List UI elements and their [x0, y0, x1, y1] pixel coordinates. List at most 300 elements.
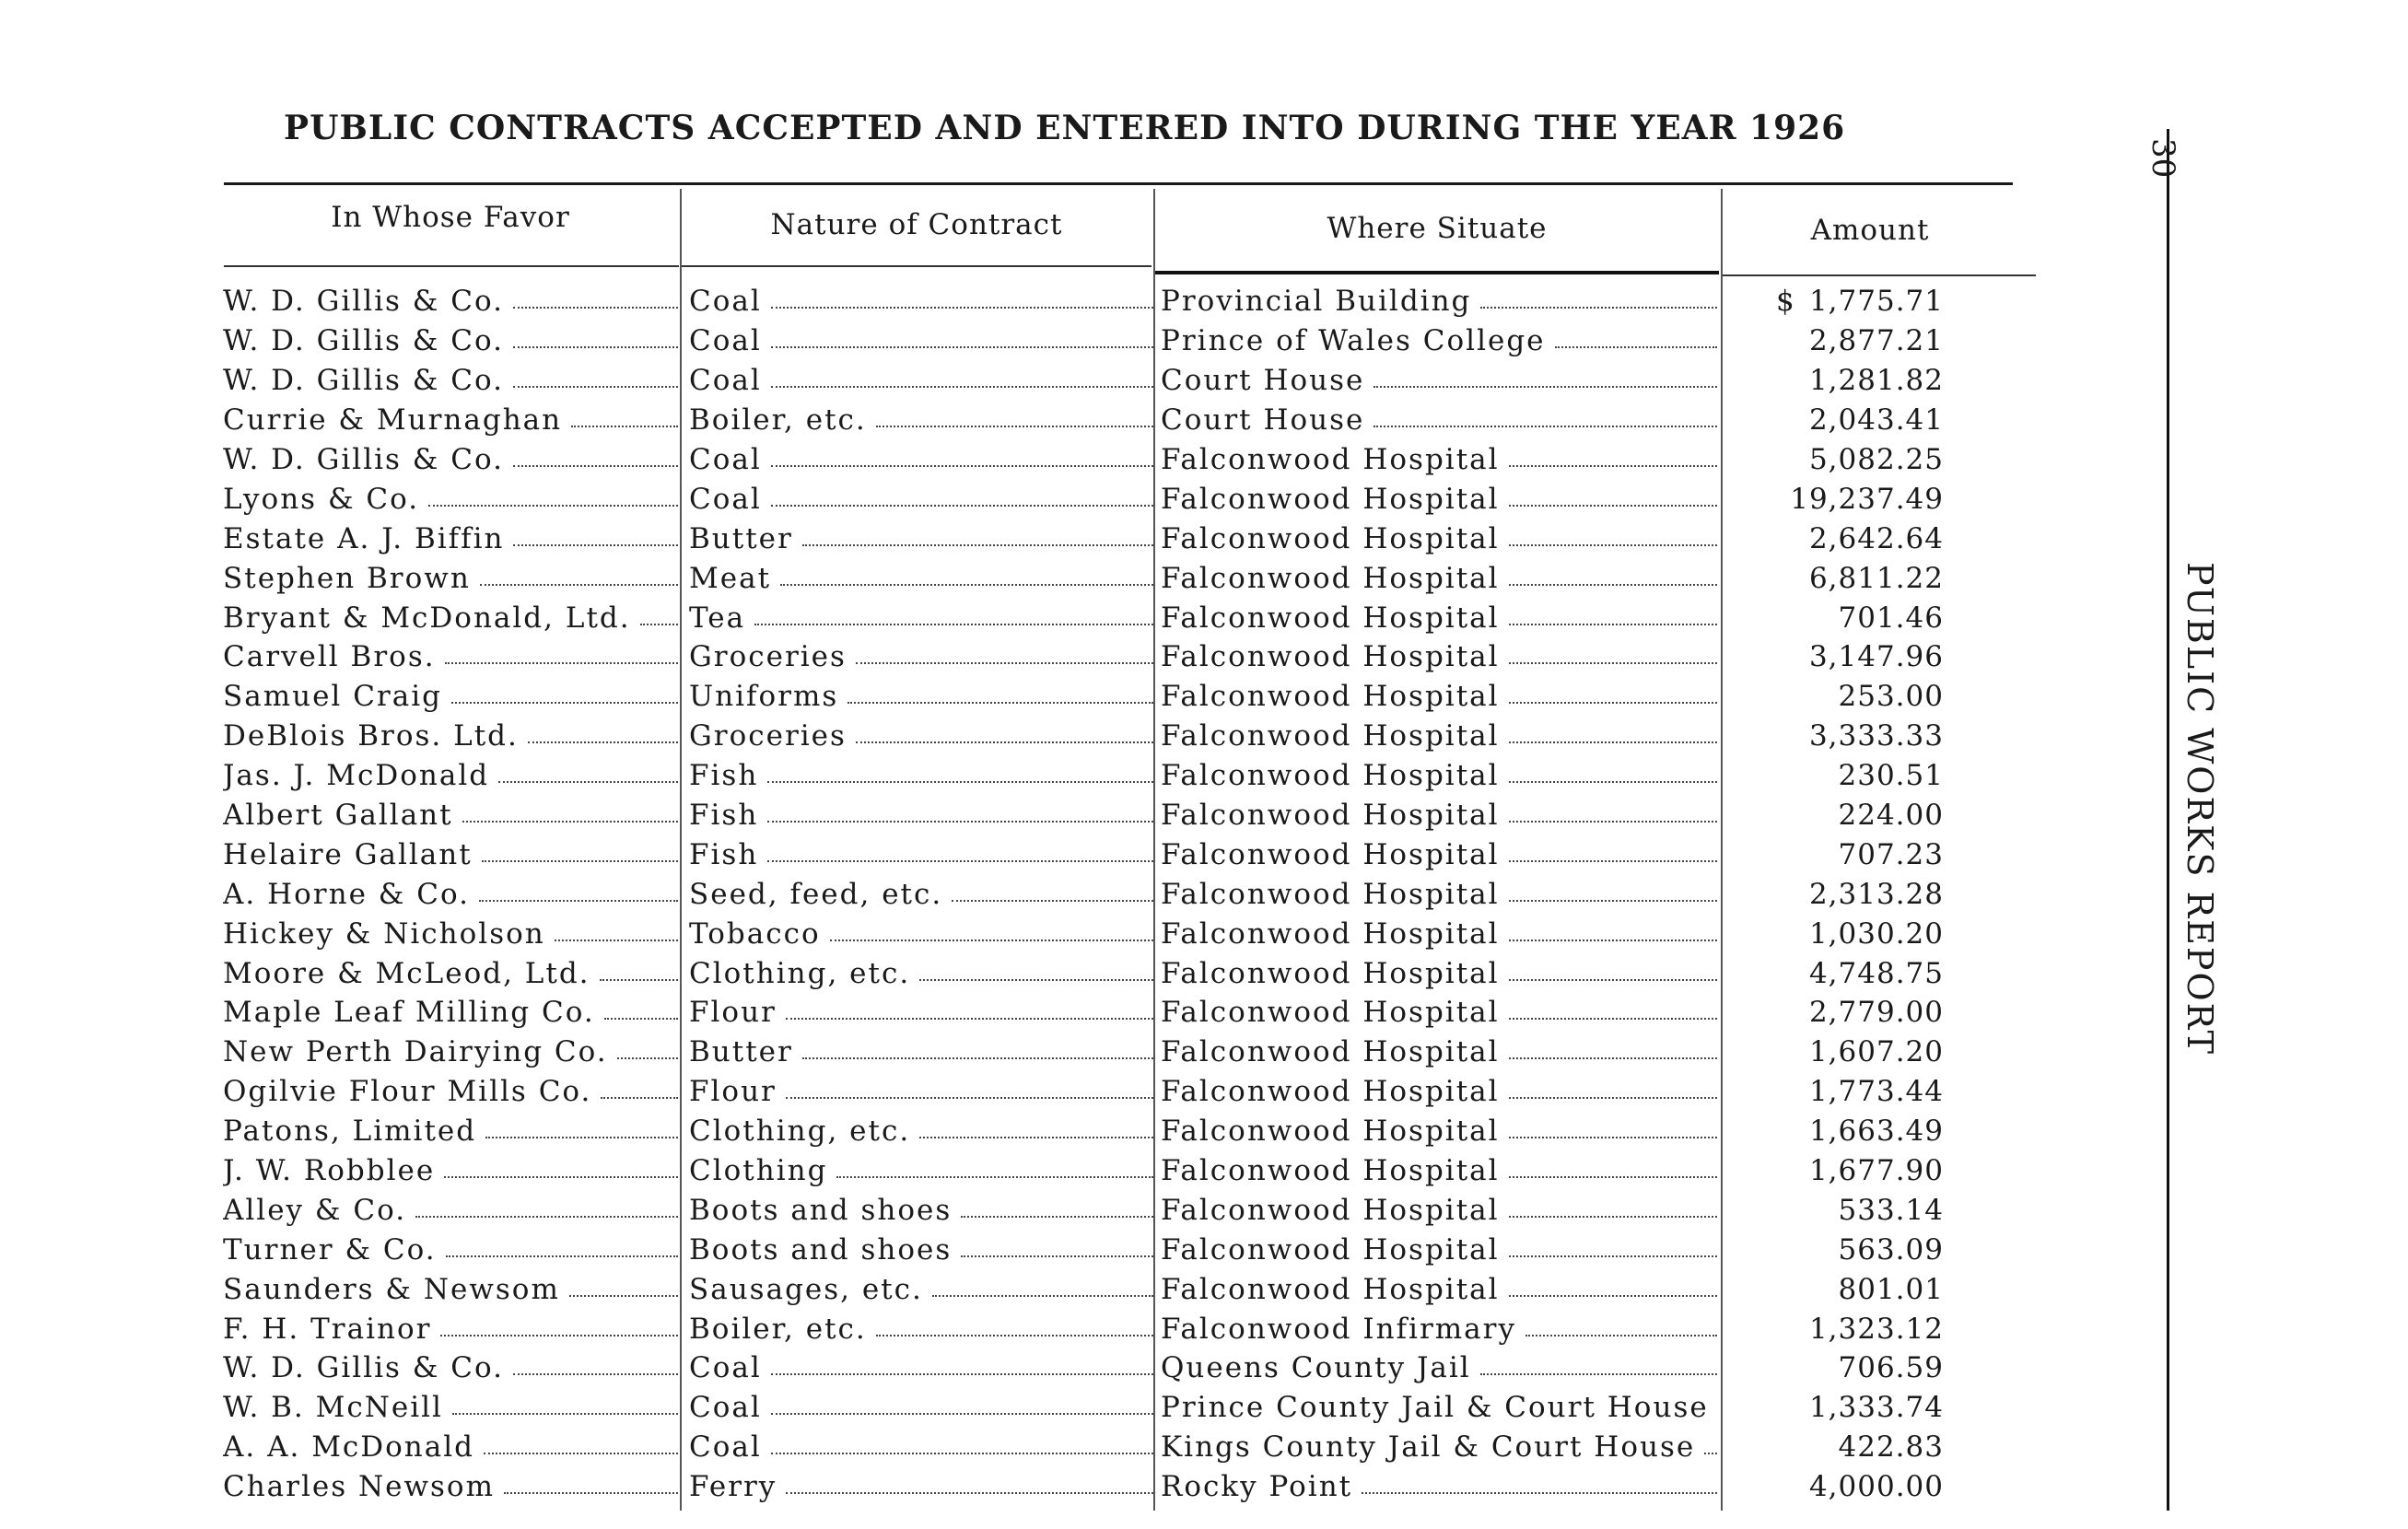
amount-cell-text: 701.46 — [1838, 601, 1944, 635]
where-cell-text: Falconwood Hospital — [1161, 956, 1500, 990]
dot-leader — [802, 1057, 1153, 1059]
nature-cell — [689, 282, 1153, 321]
nature-cell-text: Sausages, etc. — [689, 1272, 923, 1306]
amount-cell-text: 1,281.82 — [1808, 364, 1944, 398]
amount-cell-text: 1,663.49 — [1808, 1115, 1944, 1149]
table-row — [0, 1072, 2408, 1112]
amount-cell-text: 707.23 — [1838, 837, 1944, 871]
nature-cell-text: Boiler, etc. — [689, 1312, 867, 1346]
amount-cell-text: 422.83 — [1838, 1430, 1944, 1465]
nature-cell — [689, 519, 1153, 558]
nature-cell-text: Butter — [689, 521, 793, 555]
table-row — [0, 637, 2408, 677]
dot-leader — [961, 1255, 1153, 1257]
where-cell-text: Kings County Jail & Court House — [1161, 1430, 1696, 1465]
nature-cell-text: Fish — [689, 837, 759, 871]
amount-cell-text: 706.59 — [1838, 1351, 1944, 1385]
nature-cell — [689, 835, 1153, 874]
dot-leader — [482, 860, 678, 862]
where-cell-text: Falconwood Hospital — [1161, 1154, 1500, 1188]
where-cell-text: Rocky Point — [1161, 1470, 1353, 1504]
nature-cell — [689, 756, 1153, 796]
where-cell-text: Falconwood Hospital — [1161, 601, 1500, 635]
dot-leader — [1362, 1492, 1717, 1494]
dot-leader — [771, 505, 1153, 507]
table-row — [0, 953, 2408, 993]
where-cell-text: Falconwood Hospital — [1161, 719, 1500, 753]
dot-leader — [485, 1137, 678, 1138]
where-cell — [1161, 440, 1717, 480]
amount-cell — [1769, 282, 1953, 321]
amount-cell — [1769, 756, 1953, 796]
favor-cell-text: Lyons & Co. — [223, 482, 420, 516]
dot-leader — [1509, 505, 1717, 507]
side-rule — [2167, 129, 2169, 1511]
nature-cell-text: Coal — [689, 1430, 762, 1465]
amount-cell — [1769, 637, 1953, 677]
dot-leader — [428, 505, 678, 507]
dot-leader — [452, 1413, 678, 1415]
where-cell — [1161, 1230, 1717, 1269]
nature-cell-text: Boots and shoes — [689, 1232, 953, 1266]
nature-cell — [689, 1033, 1153, 1072]
dot-leader — [513, 386, 678, 388]
dot-leader — [528, 741, 678, 743]
favor-cell — [223, 1151, 678, 1191]
nature-cell — [689, 1230, 1153, 1269]
nature-cell — [689, 993, 1153, 1033]
favor-cell-text: Hickey & Nicholson — [223, 916, 545, 951]
table-row — [0, 558, 2408, 598]
dot-leader — [836, 1176, 1153, 1178]
amount-cell — [1769, 598, 1953, 637]
dot-leader — [451, 702, 678, 704]
nature-cell — [689, 796, 1153, 835]
where-cell-text: Falconwood Hospital — [1161, 521, 1500, 555]
amount-cell-text: 2,043.41 — [1808, 403, 1944, 438]
nature-cell — [689, 479, 1153, 519]
nature-cell — [689, 1151, 1153, 1191]
favor-cell — [223, 914, 678, 953]
dot-leader — [600, 979, 678, 981]
favor-cell-text: Albert Gallant — [223, 799, 453, 833]
table-row — [0, 519, 2408, 558]
table-row — [0, 756, 2408, 796]
nature-cell — [689, 401, 1153, 440]
favor-cell-text: Moore & McLeod, Ltd. — [223, 956, 590, 990]
dot-leader — [1704, 1453, 1717, 1454]
title-rule — [224, 182, 2013, 185]
dot-leader — [498, 781, 678, 783]
dot-leader — [952, 900, 1153, 902]
nature-cell — [689, 914, 1153, 953]
dot-leader — [415, 1216, 678, 1218]
amount-cell — [1769, 953, 1953, 993]
where-cell — [1161, 1151, 1717, 1191]
dot-leader — [513, 1373, 678, 1375]
dot-leader — [771, 346, 1153, 348]
favor-cell-text: Estate A. J. Biffin — [223, 521, 505, 555]
favor-cell — [223, 479, 678, 519]
dot-leader — [1509, 1018, 1717, 1020]
table-row — [0, 796, 2408, 835]
where-cell — [1161, 1467, 1717, 1507]
dot-leader — [1509, 940, 1717, 941]
contracts-table — [0, 282, 2408, 1507]
dot-leader — [1509, 1176, 1717, 1178]
amount-cell — [1769, 1151, 1953, 1191]
amount-cell — [1769, 1467, 1953, 1507]
where-cell — [1161, 1072, 1717, 1112]
where-cell — [1161, 993, 1717, 1033]
amount-cell-text: 1,773.44 — [1808, 1075, 1944, 1109]
favor-cell — [223, 1072, 678, 1112]
where-cell — [1161, 717, 1717, 756]
favor-cell — [223, 1112, 678, 1151]
dot-leader — [780, 584, 1153, 586]
favor-cell — [223, 796, 678, 835]
favor-cell — [223, 717, 678, 756]
nature-cell-text: Coal — [689, 1351, 762, 1385]
dot-leader — [1509, 662, 1717, 664]
nature-cell-text: Coal — [689, 443, 762, 476]
dot-leader — [617, 1057, 678, 1059]
favor-cell — [223, 1309, 678, 1348]
favor-cell — [223, 993, 678, 1033]
header-rule — [1155, 271, 1719, 274]
nature-cell-text: Ferry — [689, 1470, 777, 1504]
amount-cell — [1769, 1388, 1953, 1428]
nature-cell-text: Groceries — [689, 640, 847, 674]
favor-cell-text: Stephen Brown — [223, 561, 471, 595]
nature-cell-text: Groceries — [689, 719, 847, 753]
dot-leader — [876, 1335, 1153, 1336]
where-cell — [1161, 321, 1717, 361]
favor-cell-text: Maple Leaf Milling Co. — [223, 996, 595, 1030]
dot-leader — [856, 662, 1153, 664]
dot-leader — [601, 1097, 678, 1099]
favor-cell-text: DeBlois Bros. Ltd. — [223, 719, 519, 753]
dot-leader — [1509, 624, 1717, 625]
dot-leader — [830, 940, 1153, 941]
table-row — [0, 1309, 2408, 1348]
table-row — [0, 1467, 2408, 1507]
dot-leader — [569, 1295, 678, 1297]
where-cell-text: Falconwood Hospital — [1161, 443, 1500, 476]
amount-cell — [1769, 1269, 1953, 1309]
table-row — [0, 1428, 2408, 1467]
nature-cell-text: Tobacco — [689, 916, 821, 951]
header-nature: Nature of Contract — [770, 208, 1063, 241]
dot-leader — [1509, 1216, 1717, 1218]
amount-cell — [1769, 361, 1953, 401]
favor-cell-text: Samuel Craig — [223, 680, 442, 714]
amount-cell-text: 6,811.22 — [1808, 561, 1944, 595]
dot-leader — [1509, 821, 1717, 823]
dot-leader — [513, 465, 678, 467]
nature-cell-text: Flour — [689, 996, 777, 1030]
dot-leader — [767, 860, 1153, 862]
dot-leader — [1509, 1295, 1717, 1297]
table-row — [0, 874, 2408, 914]
amount-cell — [1769, 519, 1953, 558]
favor-cell — [223, 953, 678, 993]
table-row — [0, 361, 2408, 401]
amount-cell-text: 563.09 — [1838, 1232, 1944, 1266]
dot-leader — [1509, 900, 1717, 902]
where-cell — [1161, 796, 1717, 835]
where-cell — [1161, 558, 1717, 598]
where-cell-text: Falconwood Hospital — [1161, 916, 1500, 951]
nature-cell-text: Fish — [689, 759, 759, 793]
amount-cell-text: 1,775.71 — [1808, 285, 1944, 319]
where-cell-text: Falconwood Hospital — [1161, 996, 1500, 1030]
favor-cell — [223, 874, 678, 914]
dot-leader — [876, 426, 1153, 427]
header-favor: In Whose Favor — [331, 201, 570, 234]
dot-leader — [640, 624, 678, 625]
favor-cell-text: Ogilvie Flour Mills Co. — [223, 1075, 592, 1109]
dot-leader — [1509, 544, 1717, 546]
table-row — [0, 1112, 2408, 1151]
where-cell — [1161, 1388, 1717, 1428]
where-cell-text: Falconwood Hospital — [1161, 561, 1500, 595]
where-cell — [1161, 1033, 1717, 1072]
page-title: PUBLIC CONTRACTS ACCEPTED AND ENTERED INTO DURING THE YEAR 1926 — [284, 109, 1846, 147]
nature-cell — [689, 1309, 1153, 1348]
table-row — [0, 914, 2408, 953]
nature-cell — [689, 677, 1153, 717]
favor-cell-text: W. D. Gillis & Co. — [223, 324, 504, 358]
dot-leader — [513, 346, 678, 348]
table-row — [0, 282, 2408, 321]
where-cell — [1161, 677, 1717, 717]
favor-cell — [223, 835, 678, 874]
where-cell-text: Falconwood Hospital — [1161, 640, 1500, 674]
where-cell — [1161, 479, 1717, 519]
favor-cell — [223, 677, 678, 717]
nature-cell-text: Flour — [689, 1075, 777, 1109]
amount-cell-text: 3,147.96 — [1808, 640, 1944, 674]
where-cell-text: Falconwood Hospital — [1161, 1272, 1500, 1306]
table-row — [0, 717, 2408, 756]
where-cell-text: Falconwood Infirmary — [1161, 1312, 1516, 1346]
where-cell — [1161, 519, 1717, 558]
amount-cell — [1769, 479, 1953, 519]
amount-cell — [1769, 1309, 1953, 1348]
where-cell-text: Falconwood Hospital — [1161, 1193, 1500, 1227]
nature-cell — [689, 1388, 1153, 1428]
dot-leader — [1555, 346, 1717, 348]
favor-cell-text: A. Horne & Co. — [223, 877, 470, 911]
favor-cell — [223, 321, 678, 361]
favor-cell — [223, 558, 678, 598]
favor-cell-text: Alley & Co. — [223, 1193, 407, 1227]
amount-cell — [1769, 401, 1953, 440]
dot-leader — [1509, 584, 1717, 586]
nature-cell — [689, 1428, 1153, 1467]
dot-leader — [919, 979, 1153, 981]
where-cell-text: Falconwood Hospital — [1161, 877, 1500, 911]
favor-cell-text: Jas. J. McDonald — [223, 759, 490, 793]
favor-cell — [223, 1269, 678, 1309]
nature-cell — [689, 598, 1153, 637]
favor-cell — [223, 440, 678, 480]
where-cell-text: Falconwood Hospital — [1161, 680, 1500, 714]
nature-cell-text: Coal — [689, 285, 762, 319]
amount-cell-text: 5,082.25 — [1808, 443, 1944, 476]
favor-cell-text: Carvell Bros. — [223, 640, 436, 674]
where-cell-text: Falconwood Hospital — [1161, 799, 1500, 833]
table-row — [0, 479, 2408, 519]
dot-leader — [444, 1176, 678, 1178]
dot-leader — [1509, 1097, 1717, 1099]
where-cell — [1161, 953, 1717, 993]
nature-cell-text: Butter — [689, 1035, 793, 1069]
dot-leader — [604, 1018, 678, 1020]
amount-cell — [1769, 1230, 1953, 1269]
favor-cell-text: F. H. Trainor — [223, 1312, 432, 1346]
dot-leader — [919, 1137, 1153, 1138]
favor-cell — [223, 519, 678, 558]
header-rule — [224, 265, 679, 267]
dot-leader — [513, 544, 678, 546]
dot-leader — [767, 781, 1153, 783]
amount-cell-text: 3,333.33 — [1808, 719, 1944, 753]
dot-leader — [555, 940, 678, 941]
dot-leader — [571, 426, 678, 427]
dot-leader — [847, 702, 1153, 704]
where-cell-text: Falconwood Hospital — [1161, 759, 1500, 793]
where-cell-text: Provincial Building — [1161, 285, 1472, 319]
amount-cell-text: 2,642.64 — [1808, 521, 1944, 555]
amount-cell — [1769, 1428, 1953, 1467]
amount-cell — [1769, 1190, 1953, 1230]
nature-cell — [689, 321, 1153, 361]
where-cell — [1161, 401, 1717, 440]
dot-leader — [856, 741, 1153, 743]
dot-leader — [1373, 426, 1717, 427]
favor-cell — [223, 1388, 678, 1428]
favor-cell — [223, 1033, 678, 1072]
nature-cell — [689, 637, 1153, 677]
where-cell — [1161, 835, 1717, 874]
currency-symbol: $ — [1776, 285, 1794, 319]
amount-cell-text: 4,748.75 — [1808, 956, 1944, 990]
running-head: PUBLIC WORKS REPORT — [2180, 562, 2220, 1056]
nature-cell-text: Coal — [689, 364, 762, 398]
where-cell — [1161, 914, 1717, 953]
dot-leader — [767, 821, 1153, 823]
amount-cell — [1769, 1348, 1953, 1388]
favor-cell-text: Bryant & McDonald, Ltd. — [223, 601, 631, 635]
dot-leader — [462, 821, 678, 823]
where-cell-text: Falconwood Hospital — [1161, 1115, 1500, 1149]
dot-leader — [1480, 307, 1717, 309]
amount-cell-text: 1,607.20 — [1808, 1035, 1944, 1069]
nature-cell — [689, 717, 1153, 756]
favor-cell — [223, 1190, 678, 1230]
dot-leader — [1525, 1335, 1717, 1336]
amount-cell-text: 2,779.00 — [1808, 996, 1944, 1030]
favor-cell — [223, 637, 678, 677]
where-cell-text: Falconwood Hospital — [1161, 1075, 1500, 1109]
nature-cell-text: Meat — [689, 561, 772, 595]
dot-leader — [786, 1018, 1153, 1020]
favor-cell-text: W. D. Gillis & Co. — [223, 285, 504, 319]
nature-cell — [689, 1112, 1153, 1151]
header-rule — [1723, 274, 2036, 276]
dot-leader — [932, 1295, 1153, 1297]
nature-cell — [689, 361, 1153, 401]
nature-cell-text: Seed, feed, etc. — [689, 877, 943, 911]
favor-cell — [223, 401, 678, 440]
header-where: Where Situate — [1327, 212, 1548, 245]
dot-leader — [786, 1097, 1153, 1099]
dot-leader — [1373, 386, 1717, 388]
where-cell — [1161, 1348, 1717, 1388]
dot-leader — [479, 900, 678, 902]
nature-cell-text: Clothing, etc. — [689, 956, 911, 990]
where-cell-text: Prince of Wales College — [1161, 324, 1546, 358]
where-cell — [1161, 1269, 1717, 1309]
amount-cell — [1769, 1033, 1953, 1072]
dot-leader — [771, 386, 1153, 388]
dot-leader — [1509, 781, 1717, 783]
amount-cell-text: 1,333.74 — [1808, 1391, 1944, 1425]
amount-cell — [1769, 440, 1953, 480]
dot-leader — [1509, 1137, 1717, 1138]
dot-leader — [786, 1492, 1153, 1494]
amount-cell — [1769, 558, 1953, 598]
dot-leader — [446, 1255, 678, 1257]
table-row — [0, 598, 2408, 637]
table-row — [0, 1151, 2408, 1191]
nature-cell — [689, 953, 1153, 993]
favor-cell-text: Charles Newsom — [223, 1470, 495, 1504]
dot-leader — [771, 1413, 1153, 1415]
favor-cell — [223, 756, 678, 796]
where-cell-text: Falconwood Hospital — [1161, 1035, 1500, 1069]
amount-cell — [1769, 717, 1953, 756]
where-cell — [1161, 598, 1717, 637]
amount-cell — [1769, 874, 1953, 914]
table-row — [0, 1348, 2408, 1388]
favor-cell-text: A. A. McDonald — [223, 1430, 475, 1465]
where-cell-text: Falconwood Hospital — [1161, 1232, 1500, 1266]
amount-cell-text: 2,313.28 — [1808, 877, 1944, 911]
table-row — [0, 1388, 2408, 1428]
favor-cell-text: Helaire Gallant — [223, 837, 473, 871]
amount-cell — [1769, 1112, 1953, 1151]
amount-cell — [1769, 796, 1953, 835]
dot-leader — [480, 584, 678, 586]
favor-cell-text: W. B. McNeill — [223, 1391, 443, 1425]
where-cell-text: Queens County Jail — [1161, 1351, 1471, 1385]
where-cell-text: Court House — [1161, 403, 1365, 438]
favor-cell-text: Currie & Murnaghan — [223, 403, 563, 438]
nature-cell-text: Fish — [689, 799, 759, 833]
dot-leader — [754, 624, 1153, 625]
favor-cell-text: W. D. Gillis & Co. — [223, 1351, 504, 1385]
favor-cell — [223, 1428, 678, 1467]
nature-cell-text: Coal — [689, 324, 762, 358]
amount-cell-text: 253.00 — [1838, 680, 1944, 714]
favor-cell-text: New Perth Dairying Co. — [223, 1035, 608, 1069]
table-row — [0, 993, 2408, 1033]
favor-cell — [223, 361, 678, 401]
dot-leader — [771, 465, 1153, 467]
